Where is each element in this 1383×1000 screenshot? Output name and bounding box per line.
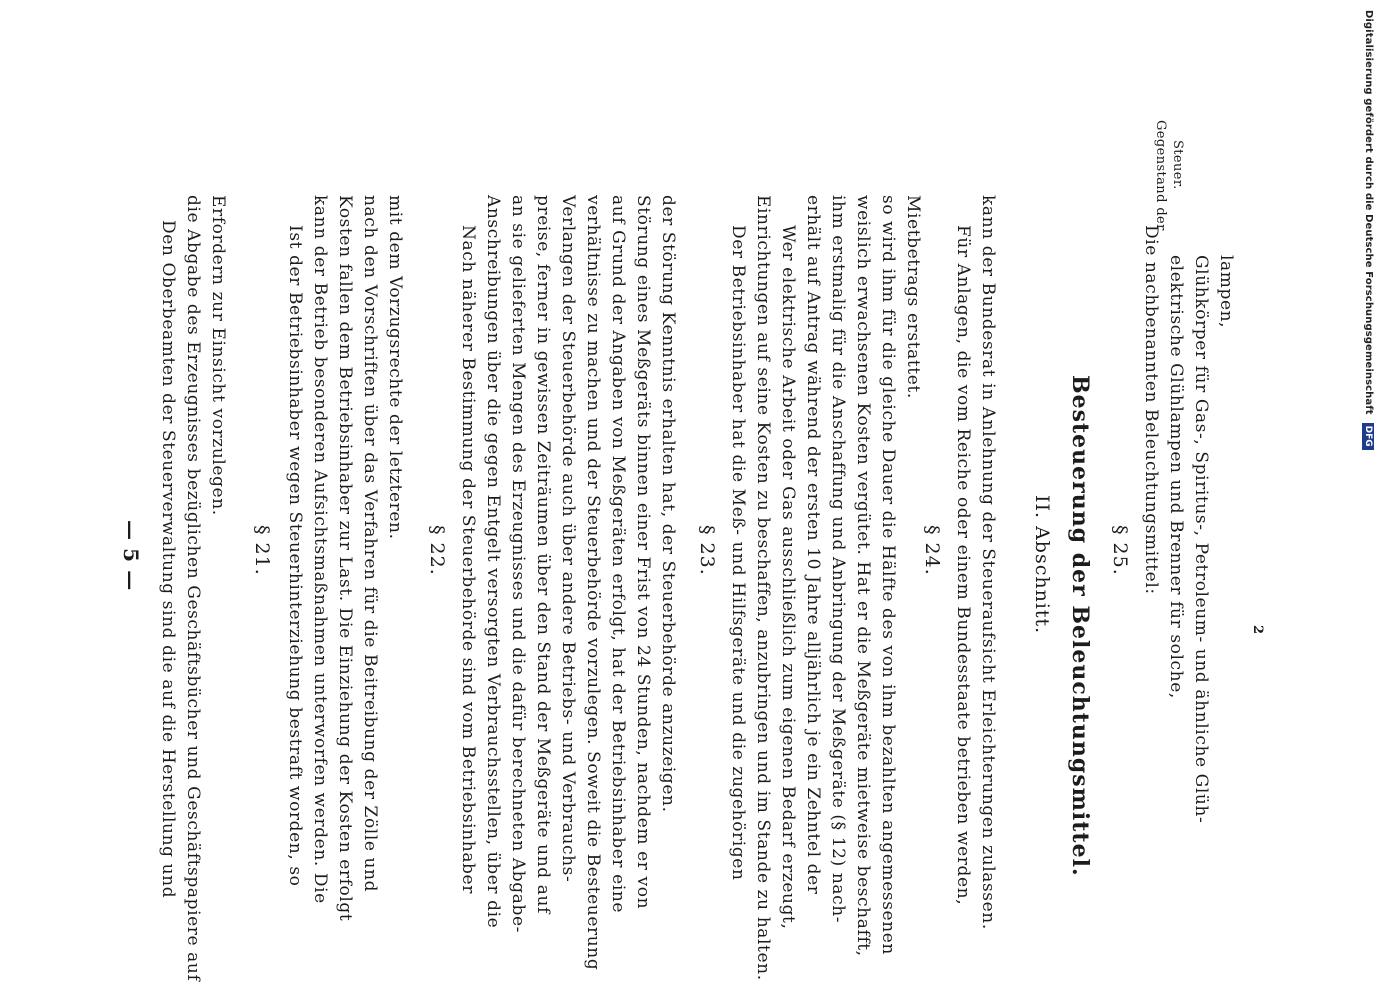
dfg-logo: DFG	[1362, 423, 1374, 450]
s23-line-6: weislich erwachsenen Kosten vergütet. Hat er die Meßgeräte mietweise beschafft,	[853, 195, 873, 957]
s21-line-3: Kosten fallen dem Betriebsinhaber zur Last. Die Einziehung der Kosten erfolgt	[335, 195, 355, 922]
s23-line-1: Der Betriebsinhaber hat die Meß- und Hilfsgeräte und die zugehörigen	[728, 225, 748, 881]
s23-line-4: erhält auf Antrag während der ersten 10 Jahre alljährlich je ein Zehntel der	[803, 195, 823, 895]
intro-line-2: die Abgabe des Erzeugnisses bezüglichen Geschäftsbücher und Geschäftspapiere auf	[183, 195, 203, 982]
s22-line-1: Nach näherer Bestimmung der Steuerbehörde sind vom Betriebsinhaber	[458, 225, 478, 894]
section-24-heading: § 24.	[921, 525, 943, 576]
section-22-heading: § 22.	[426, 525, 448, 576]
s22-line-4: preise, ferner in gewissen Zeiträumen über den Stand der Meßgeräte und auf	[533, 195, 553, 914]
digitization-note: Digitalisierung gefördert durch die Deutsche Forschungsgemeinschaft	[1363, 10, 1374, 415]
section-25-heading: § 25.	[1109, 525, 1131, 576]
sheet-number: 2	[1250, 625, 1265, 635]
s22-line-8: Störung eines Meßgeräts binnen einer Frist von 24 Stunden, nachdem er von	[633, 195, 653, 910]
section-21-heading: § 21.	[251, 525, 273, 576]
s25-line-2: elektrische Glühlampen und Brenner für solche,	[1166, 255, 1186, 699]
s21-line-1: Ist der Betriebsinhaber wegen Steuerhinterziehung bestraft worden, so	[285, 225, 305, 887]
s22-line-2: Anschreibungen über die gegen Entgelt versorgten Verbrauchsstellen, über die	[483, 195, 503, 929]
page-number: — 5 —	[119, 520, 143, 591]
s23-line-3: Wer elektrische Arbeit oder Gas ausschließlich zum eigenen Bedarf erzeugt,	[778, 225, 798, 930]
s22-line-5: Verlangen der Steuerbehörde auch über andere Betriebs- und Verbrauchs-	[558, 195, 578, 883]
margin-note-line-2: Steuer.	[1170, 140, 1185, 190]
s22-line-3: an sie gelieferten Mengen des Erzeugnisses und die dafür berechneten Abgabe-	[508, 195, 528, 933]
intro-line-3: Erfordern zur Einsicht vorzulegen.	[208, 195, 228, 516]
s22-line-9: der Störung Kenntnis erhalten hat, der Steuerbehörde anzuzeigen.	[658, 195, 678, 813]
s23-line-8: Mietbetrags erstattet.	[903, 195, 923, 399]
s25-line-4: lampen,	[1216, 255, 1236, 329]
s21-line-2: kann der Betrieb besonderen Aufsichtsmaßnahmen unterworfen werden. Die	[310, 195, 330, 904]
intro-line-1: Den Oberbeamten der Steuerverwaltung sind die auf die Herstellung und	[158, 220, 178, 899]
s22-line-7: auf Grund der Angaben von Meßgeräten erfolgt, hat der Betriebsinhaber eine	[608, 195, 628, 914]
s24-line-1: Für Anlagen, die vom Reiche oder einem Bundesstaate betrieben werden,	[953, 225, 973, 906]
s23-line-5: ihm erstmalig für die Anschaffung und Anbringung der Meßgeräte (§ 12) nach-	[828, 195, 848, 924]
s25-line-1: Die nachbenannten Beleuchtungsmittel:	[1141, 225, 1161, 595]
s24-line-2: kann der Bundesrat in Anlehnung der Steueraufsicht Erleichterungen zulassen.	[978, 195, 998, 930]
digitization-footer	[1362, 10, 1381, 450]
section-23-heading: § 23.	[696, 525, 718, 576]
s23-line-2: Einrichtungen auf seine Kosten zu beschaffen, anzubringen und im Stande zu halten.	[753, 195, 773, 981]
s21-line-5: mit dem Vorzugsrechte der letzteren.	[385, 195, 405, 540]
margin-note-line-1: Gegenstand der	[1153, 120, 1168, 231]
s21-line-4: nach den Vorschriften über das Verfahren für die Beitreibung der Zölle und	[360, 195, 380, 893]
s25-line-3: Glühkörper für Gas-, Spiritus-, Petroleum- und ähnliche Glüh-	[1191, 255, 1211, 824]
s23-line-7: so wird ihm für die gleiche Dauer die Hälfte des von ihm bezahlten angemessenen	[878, 195, 898, 955]
chapter-label: II. Abschnitt.	[1031, 495, 1053, 635]
chapter-title: Besteuerung der Beleuchtungsmittel.	[1067, 375, 1093, 877]
s22-line-6: verhältnisse zu machen und der Steuerbehörde vorzulegen. Soweit die Besteuerung	[583, 195, 603, 971]
